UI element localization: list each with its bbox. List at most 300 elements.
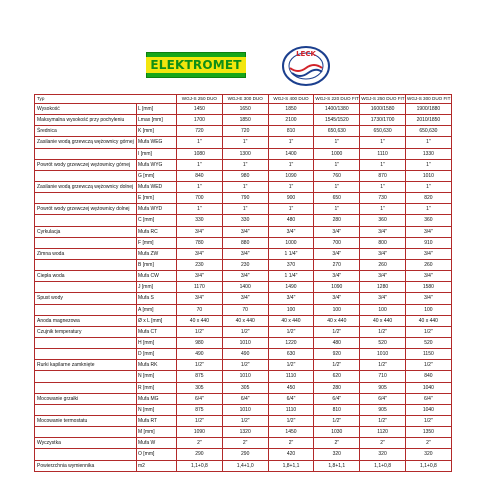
parameter-unit: O [mm]	[137, 449, 177, 460]
value-cell: 1000	[314, 148, 360, 159]
value-cell: 1120	[360, 427, 406, 438]
value-cell: 1/2"	[222, 415, 268, 426]
value-cell: 1"	[222, 204, 268, 215]
value-cell: 650,630	[314, 126, 360, 137]
value-cell: 630	[268, 349, 314, 360]
parameter-unit: C [mm]	[137, 215, 177, 226]
parameter-name	[35, 170, 137, 181]
parameter-name: Zasilanie wodą grzewczą wężownicy górnej	[35, 137, 137, 148]
parameter-name: Powrót wody grzewczej wężownicy dolnej	[35, 204, 137, 215]
value-cell: 280	[314, 382, 360, 393]
parameter-unit: Mufa RK	[137, 360, 177, 371]
value-cell: 230	[177, 259, 223, 270]
value-cell: 1,8+1,1	[268, 460, 314, 472]
value-cell: 320	[405, 449, 451, 460]
value-cell: 1 1/4"	[268, 271, 314, 282]
value-cell: 40 x 440	[314, 315, 360, 326]
value-cell: 1110	[360, 148, 406, 159]
value-cell: 1350	[405, 427, 451, 438]
value-cell: 820	[405, 193, 451, 204]
value-cell: 1/2"	[268, 326, 314, 337]
parameter-unit: Mufa WYG	[137, 159, 177, 170]
value-cell: 1,8+1,1	[314, 460, 360, 472]
table-row	[35, 215, 452, 226]
value-cell: 905	[360, 382, 406, 393]
table-row	[35, 282, 452, 293]
value-cell: 6/4"	[360, 393, 406, 404]
parameter-name	[35, 404, 137, 415]
parameter-unit: M [mm]	[137, 427, 177, 438]
table-row	[35, 371, 452, 382]
value-cell: 1/2"	[222, 326, 268, 337]
parameter-name: Powierzchnia wymiennika	[35, 460, 137, 472]
parameter-unit: N [mm]	[137, 371, 177, 382]
model-header: WGJ-S 300 DUO FIT	[405, 95, 451, 104]
table-row	[35, 415, 452, 426]
value-cell: 320	[360, 449, 406, 460]
value-cell: 2010/1850	[405, 115, 451, 126]
value-cell: 70	[177, 304, 223, 315]
parameter-name	[35, 304, 137, 315]
table-row	[35, 148, 452, 159]
table-row	[35, 349, 452, 360]
parameter-name	[35, 282, 137, 293]
parameter-unit: Lmax [mm]	[137, 115, 177, 126]
parameter-name	[35, 148, 137, 159]
parameter-name: Czujnik temperatury	[35, 326, 137, 337]
value-cell: 3/4"	[268, 226, 314, 237]
value-cell: 1"	[177, 159, 223, 170]
value-cell: 2"	[314, 438, 360, 449]
value-cell: 2"	[360, 438, 406, 449]
value-cell: 1700	[177, 115, 223, 126]
value-cell: 3/4"	[360, 293, 406, 304]
value-cell: 490	[222, 349, 268, 360]
value-cell: 780	[177, 237, 223, 248]
parameter-name	[35, 427, 137, 438]
value-cell: 1090	[268, 170, 314, 181]
value-cell: 1280	[360, 282, 406, 293]
value-cell: 3/4"	[177, 248, 223, 259]
parameter-name	[35, 449, 137, 460]
parameter-unit: Mufa WED	[137, 181, 177, 192]
table-row	[35, 104, 452, 115]
table-row	[35, 393, 452, 404]
value-cell: 100	[405, 304, 451, 315]
value-cell: 1150	[405, 349, 451, 360]
parameter-name: Powrót wody grzewczej wężownicy górnej	[35, 159, 137, 170]
value-cell: 620	[314, 371, 360, 382]
value-cell: 1 1/4"	[268, 248, 314, 259]
value-cell: 1300	[222, 148, 268, 159]
value-cell: 1450	[177, 104, 223, 115]
value-cell: 290	[177, 449, 223, 460]
parameter-unit: Mufa MG	[137, 393, 177, 404]
value-cell: 1730/1700	[360, 115, 406, 126]
leck-logo	[278, 44, 334, 88]
parameter-unit: Mufa W	[137, 438, 177, 449]
value-cell: 490	[177, 349, 223, 360]
value-cell: 3/4"	[222, 271, 268, 282]
model-header: WGJ-S 250 DUO	[177, 95, 223, 104]
value-cell: 1/2"	[360, 360, 406, 371]
value-cell: 305	[177, 382, 223, 393]
table-row	[35, 315, 452, 326]
value-cell: 1"	[314, 159, 360, 170]
value-cell: 700	[314, 237, 360, 248]
value-cell: 1010	[222, 371, 268, 382]
parameter-unit: L [mm]	[137, 104, 177, 115]
table-row	[35, 382, 452, 393]
value-cell: 1"	[360, 181, 406, 192]
value-cell: 260	[360, 259, 406, 270]
value-cell: 870	[360, 170, 406, 181]
value-cell: 1850	[222, 115, 268, 126]
value-cell: 1545/1520	[314, 115, 360, 126]
elektromet-logo-text: ELEKTROMET	[146, 57, 245, 73]
value-cell: 305	[222, 382, 268, 393]
value-cell: 70	[222, 304, 268, 315]
value-cell: 280	[314, 215, 360, 226]
parameter-name: Zimna woda	[35, 248, 137, 259]
table-row	[35, 337, 452, 348]
parameter-unit: R [mm]	[137, 382, 177, 393]
value-cell: 40 x 440	[177, 315, 223, 326]
table-row	[35, 248, 452, 259]
parameter-name	[35, 371, 137, 382]
value-cell: 1"	[177, 204, 223, 215]
value-cell: 875	[177, 404, 223, 415]
parameter-unit: Mufa CW	[137, 271, 177, 282]
value-cell: 1850	[268, 104, 314, 115]
parameter-unit: I [mm]	[137, 148, 177, 159]
parameter-name: Zasilanie wodą grzewczą wężownicy dolnej	[35, 181, 137, 192]
table-header-row	[35, 95, 452, 104]
value-cell: 1400	[222, 282, 268, 293]
table-row	[35, 159, 452, 170]
value-cell: 360	[360, 215, 406, 226]
spec-table-wrapper	[34, 94, 451, 472]
value-cell: 810	[314, 404, 360, 415]
parameter-name: Rurki kapilarne zamknięte	[35, 360, 137, 371]
value-cell: 875	[177, 371, 223, 382]
value-cell: 1"	[222, 159, 268, 170]
value-cell: 650,630	[405, 126, 451, 137]
value-cell: 450	[268, 382, 314, 393]
value-cell: 1/2"	[177, 415, 223, 426]
parameter-name: Spust wody	[35, 293, 137, 304]
parameter-unit: D [mm]	[137, 349, 177, 360]
value-cell: 840	[177, 170, 223, 181]
value-cell: 1/2"	[222, 360, 268, 371]
value-cell: 1"	[268, 204, 314, 215]
parameter-unit: H [mm]	[137, 337, 177, 348]
value-cell: 1"	[177, 137, 223, 148]
value-cell: 2"	[222, 438, 268, 449]
table-row	[35, 115, 452, 126]
value-cell: 260	[405, 259, 451, 270]
value-cell: 3/4"	[314, 248, 360, 259]
value-cell: 3/4"	[222, 226, 268, 237]
value-cell: 3/4"	[314, 271, 360, 282]
value-cell: 480	[268, 215, 314, 226]
value-cell: 1"	[360, 204, 406, 215]
model-header: WGJ-E 300 DUO	[222, 95, 268, 104]
value-cell: 3/4"	[405, 226, 451, 237]
value-cell: 3/4"	[405, 271, 451, 282]
value-cell: 230	[222, 259, 268, 270]
value-cell: 1110	[268, 404, 314, 415]
parameter-unit: Mufa RC	[137, 226, 177, 237]
value-cell: 650,630	[360, 126, 406, 137]
table-row	[35, 360, 452, 371]
value-cell: 1"	[222, 137, 268, 148]
value-cell: 520	[360, 337, 406, 348]
value-cell: 1"	[360, 137, 406, 148]
value-cell: 1040	[405, 404, 451, 415]
value-cell: 1220	[268, 337, 314, 348]
parameter-unit: F [mm]	[137, 237, 177, 248]
value-cell: 1330	[405, 148, 451, 159]
value-cell: 1600/1580	[360, 104, 406, 115]
value-cell: 650	[314, 193, 360, 204]
value-cell: 3/4"	[222, 293, 268, 304]
value-cell: 720	[222, 126, 268, 137]
value-cell: 3/4"	[314, 293, 360, 304]
table-row	[35, 404, 452, 415]
value-cell: 320	[314, 449, 360, 460]
value-cell: 3/4"	[314, 226, 360, 237]
parameter-name: Maksymalna wysokość przy pochyleniu	[35, 115, 137, 126]
value-cell: 1"	[268, 159, 314, 170]
parameter-unit: J [mm]	[137, 282, 177, 293]
parameter-unit: Mufa WEG	[137, 137, 177, 148]
table-row	[35, 460, 452, 472]
value-cell: 840	[405, 371, 451, 382]
value-cell: 1"	[405, 181, 451, 192]
parameter-unit: Ø x L [mm]	[137, 315, 177, 326]
value-cell: 6/4"	[405, 393, 451, 404]
parameter-name	[35, 349, 137, 360]
value-cell: 710	[360, 371, 406, 382]
value-cell: 720	[177, 126, 223, 137]
value-cell: 1/2"	[314, 360, 360, 371]
table-row	[35, 326, 452, 337]
value-cell: 1000	[268, 237, 314, 248]
value-cell: 905	[360, 404, 406, 415]
value-cell: 3/4"	[360, 271, 406, 282]
value-cell: 1080	[177, 148, 223, 159]
parameter-name: Wyczystka	[35, 438, 137, 449]
value-cell: 1650	[222, 104, 268, 115]
value-cell: 2100	[268, 115, 314, 126]
parameter-name	[35, 382, 137, 393]
value-cell: 1/2"	[360, 326, 406, 337]
model-header: WGJ-S 400 DUO	[268, 95, 314, 104]
model-header: WGJ-S 250 DUO FIT	[360, 95, 406, 104]
value-cell: 1110	[268, 371, 314, 382]
value-cell: 3/4"	[360, 248, 406, 259]
value-cell: 480	[314, 337, 360, 348]
value-cell: 1/2"	[405, 415, 451, 426]
table-row	[35, 438, 452, 449]
value-cell: 730	[360, 193, 406, 204]
table-row	[35, 126, 452, 137]
value-cell: 270	[314, 259, 360, 270]
parameter-name: Cyrkulacja	[35, 226, 137, 237]
value-cell: 1"	[405, 137, 451, 148]
value-cell: 370	[268, 259, 314, 270]
table-row	[35, 259, 452, 270]
value-cell: 290	[222, 449, 268, 460]
value-cell: 1010	[360, 349, 406, 360]
value-cell: 360	[405, 215, 451, 226]
logo-area	[0, 0, 485, 90]
value-cell: 1/2"	[360, 415, 406, 426]
value-cell: 1/2"	[314, 326, 360, 337]
model-header: WGJ-S 220 DUO FIT	[314, 95, 360, 104]
parameter-name: Mocowanie grzałki	[35, 393, 137, 404]
value-cell: 1010	[222, 337, 268, 348]
value-cell: 1/2"	[405, 360, 451, 371]
value-cell: 1040	[405, 382, 451, 393]
svg-text:LECK: LECK	[296, 50, 316, 58]
value-cell: 100	[314, 304, 360, 315]
type-header: Typ	[35, 95, 177, 104]
parameter-unit: B [mm]	[137, 259, 177, 270]
value-cell: 1"	[314, 204, 360, 215]
value-cell: 3/4"	[177, 271, 223, 282]
value-cell: 980	[222, 170, 268, 181]
value-cell: 3/4"	[177, 293, 223, 304]
value-cell: 1/2"	[268, 360, 314, 371]
value-cell: 6/4"	[268, 393, 314, 404]
table-row	[35, 193, 452, 204]
value-cell: 1"	[268, 181, 314, 192]
value-cell: 810	[268, 126, 314, 137]
value-cell: 40 x 440	[222, 315, 268, 326]
value-cell: 800	[360, 237, 406, 248]
value-cell: 1,1+0,8	[360, 460, 406, 472]
parameter-name: Ciepła woda	[35, 271, 137, 282]
value-cell: 1/2"	[177, 326, 223, 337]
value-cell: 880	[222, 237, 268, 248]
value-cell: 1/2"	[177, 360, 223, 371]
value-cell: 920	[314, 349, 360, 360]
value-cell: 420	[268, 449, 314, 460]
value-cell: 980	[177, 337, 223, 348]
value-cell: 3/4"	[405, 293, 451, 304]
value-cell: 1"	[314, 181, 360, 192]
parameter-name	[35, 259, 137, 270]
parameter-unit: Mufa RT	[137, 415, 177, 426]
parameter-unit: Mufa WYD	[137, 204, 177, 215]
value-cell: 2"	[405, 438, 451, 449]
value-cell: 1400/1380	[314, 104, 360, 115]
value-cell: 1400	[268, 148, 314, 159]
elektromet-logo	[146, 52, 246, 78]
spec-table	[34, 94, 452, 472]
parameter-name: Średnica	[35, 126, 137, 137]
parameter-unit: Mufa CT	[137, 326, 177, 337]
value-cell: 1"	[405, 159, 451, 170]
parameter-name	[35, 215, 137, 226]
value-cell: 1"	[268, 137, 314, 148]
parameter-unit: Mufa S	[137, 293, 177, 304]
value-cell: 1,4+1,0	[222, 460, 268, 472]
value-cell: 6/4"	[314, 393, 360, 404]
value-cell: 1090	[177, 427, 223, 438]
value-cell: 3/4"	[222, 248, 268, 259]
table-row	[35, 170, 452, 181]
parameter-name: Wysokość	[35, 104, 137, 115]
parameter-name: Anoda magnezowa	[35, 315, 137, 326]
value-cell: 2"	[177, 438, 223, 449]
value-cell: 520	[405, 337, 451, 348]
value-cell: 1/2"	[405, 326, 451, 337]
value-cell: 100	[360, 304, 406, 315]
table-body	[35, 104, 452, 472]
value-cell: 700	[177, 193, 223, 204]
value-cell: 330	[177, 215, 223, 226]
value-cell: 1900/1880	[405, 104, 451, 115]
value-cell: 1090	[314, 282, 360, 293]
value-cell: 3/4"	[268, 293, 314, 304]
table-row	[35, 237, 452, 248]
value-cell: 790	[222, 193, 268, 204]
value-cell: 910	[405, 237, 451, 248]
value-cell: 1320	[222, 427, 268, 438]
value-cell: 1"	[177, 181, 223, 192]
parameter-name	[35, 337, 137, 348]
value-cell: 3/4"	[405, 248, 451, 259]
parameter-unit: N [mm]	[137, 404, 177, 415]
value-cell: 40 x 440	[405, 315, 451, 326]
value-cell: 1/2"	[314, 415, 360, 426]
table-row	[35, 137, 452, 148]
table-row	[35, 427, 452, 438]
table-row	[35, 204, 452, 215]
table-row	[35, 271, 452, 282]
value-cell: 1"	[360, 159, 406, 170]
parameter-unit: m2	[137, 460, 177, 472]
parameter-name	[35, 193, 137, 204]
value-cell: 40 x 440	[268, 315, 314, 326]
value-cell: 760	[314, 170, 360, 181]
parameter-name: Mocowanie termostatu	[35, 415, 137, 426]
value-cell: 1170	[177, 282, 223, 293]
parameter-unit: A [mm]	[137, 304, 177, 315]
value-cell: 1490	[268, 282, 314, 293]
table-row	[35, 226, 452, 237]
value-cell: 1030	[314, 427, 360, 438]
value-cell: 6/4"	[222, 393, 268, 404]
table-row	[35, 304, 452, 315]
value-cell: 6/4"	[177, 393, 223, 404]
value-cell: 330	[222, 215, 268, 226]
value-cell: 1/2"	[268, 415, 314, 426]
table-row	[35, 449, 452, 460]
parameter-unit: K [mm]	[137, 126, 177, 137]
value-cell: 1"	[405, 204, 451, 215]
table-row	[35, 181, 452, 192]
value-cell: 1,1+0,8	[177, 460, 223, 472]
value-cell: 1010	[222, 404, 268, 415]
value-cell: 3/4"	[177, 226, 223, 237]
value-cell: 1580	[405, 282, 451, 293]
parameter-unit: E [mm]	[137, 193, 177, 204]
value-cell: 3/4"	[360, 226, 406, 237]
